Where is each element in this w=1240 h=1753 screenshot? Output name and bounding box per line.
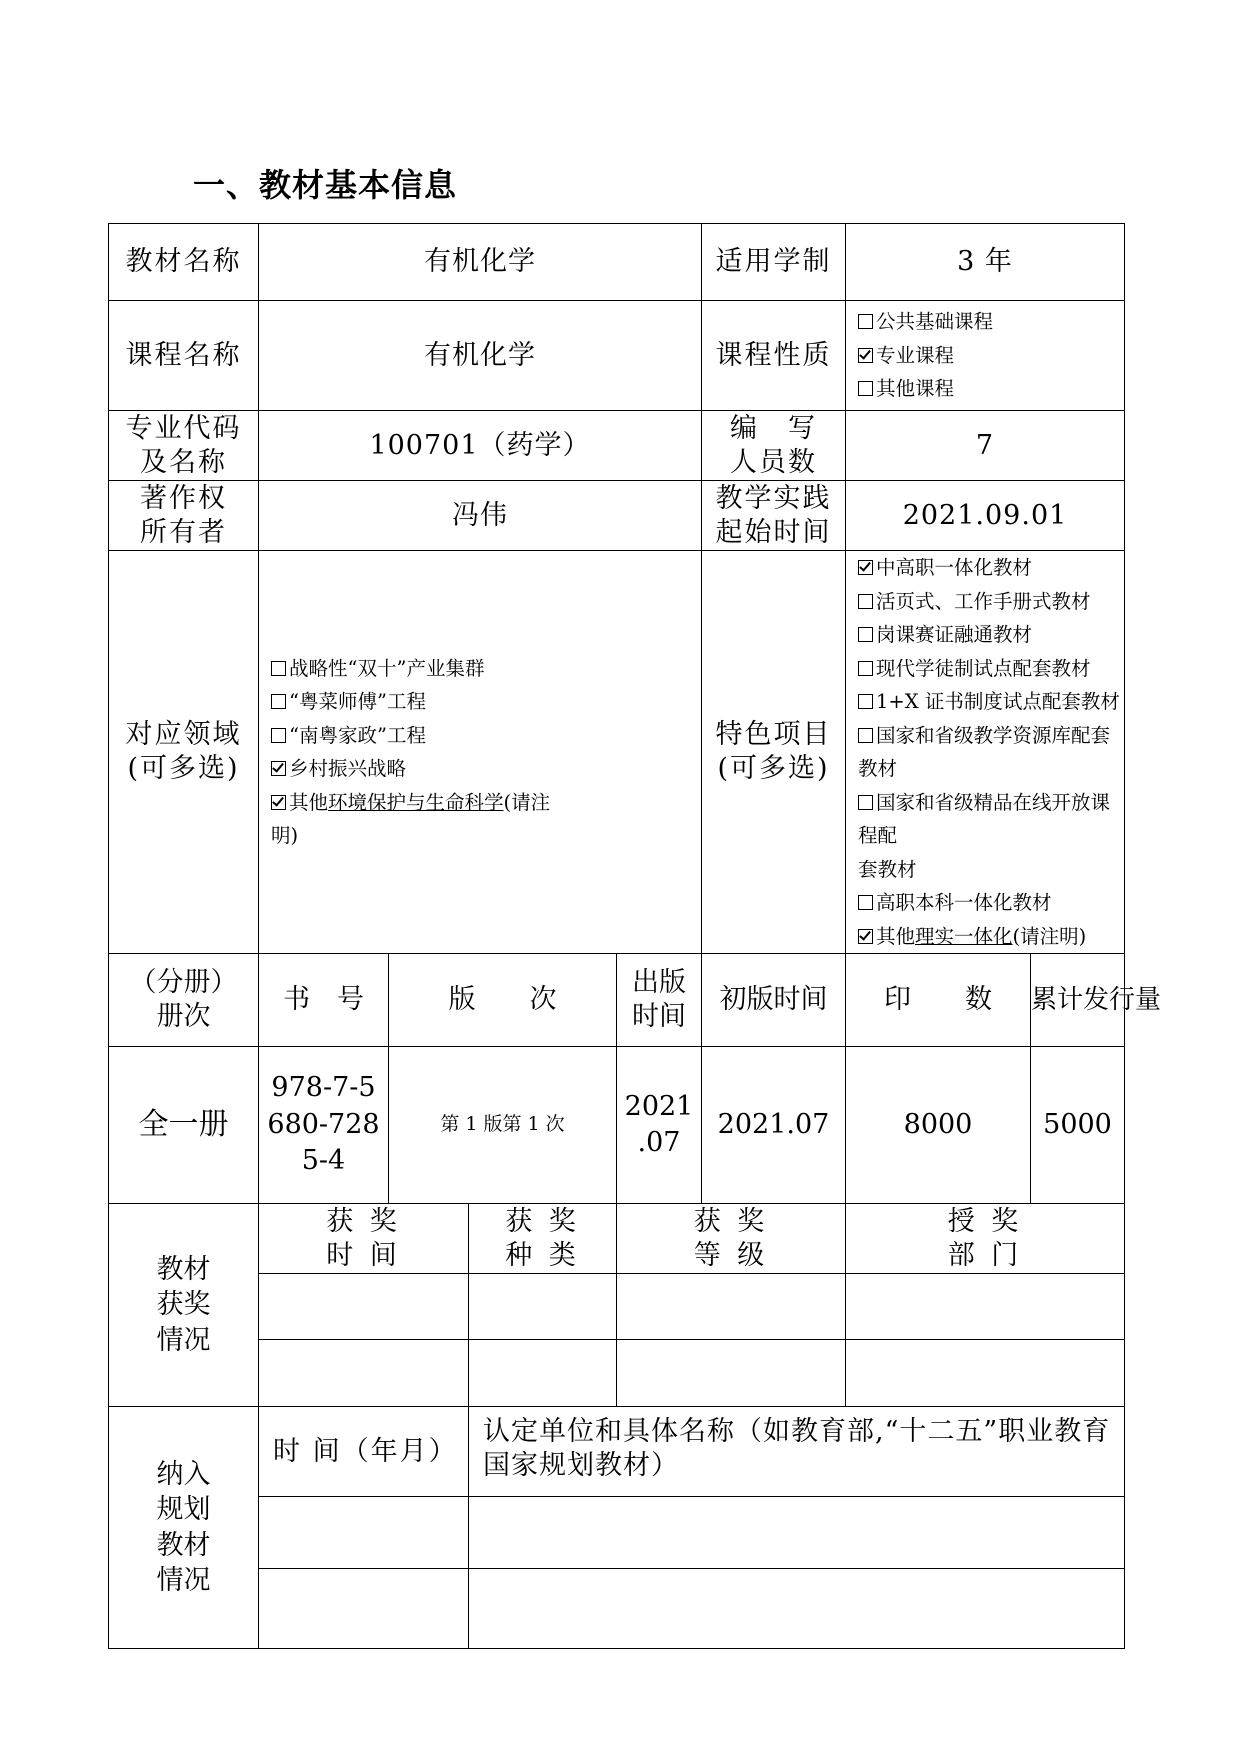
school-system-label: 适用学制	[702, 224, 846, 301]
plan-unit-header: 认定单位和具体名称（如教育部,“十二五”职业教育国家规划教材）	[469, 1407, 1125, 1497]
major-value: 100701（药学）	[259, 411, 702, 481]
feature-option[interactable]: 活页式、工作手册式教材	[858, 585, 1120, 619]
course-nature-label: 课程性质	[702, 301, 846, 411]
checkbox-icon	[271, 728, 286, 743]
row-textbook-name	[109, 224, 1125, 301]
plan-time-cell[interactable]	[259, 1569, 469, 1649]
feature-option[interactable]: 1+X 证书制度试点配套教材	[858, 685, 1120, 719]
checkbox-checked-icon	[858, 348, 873, 363]
plan-time-cell[interactable]	[259, 1497, 469, 1569]
copyright-label: 著作权 所有者	[109, 481, 259, 551]
practice-start: 2021.09.01	[846, 481, 1125, 551]
plan-unit-cell[interactable]	[469, 1497, 1125, 1569]
plan-time-header: 时 间（年月）	[259, 1407, 469, 1497]
copyright-owner: 冯伟	[259, 481, 702, 551]
feature-label: 特色项目 (可多选)	[702, 551, 846, 954]
award-dept-cell[interactable]	[846, 1340, 1125, 1407]
feature-option-other[interactable]: 其他理实一体化(请注明)	[858, 920, 1120, 954]
volume-value: 全一册	[109, 1047, 259, 1204]
feature-options: 中高职一体化教材 活页式、工作手册式教材 岗课赛证融通教材 现代学徒制试点配套教材 1+X 证书制度试点配套教材 国家和省级教学资源库配套教材 国家和省级精品在线开放课程配 套教材 高职本科一体化教材 其他理实一体化(请注明)	[846, 551, 1125, 954]
award-dept-cell[interactable]	[846, 1274, 1125, 1340]
award-label: 教材 获奖 情况	[109, 1204, 259, 1407]
plan-row	[109, 1569, 1125, 1649]
volume-header: （分册） 册次	[109, 954, 259, 1047]
plan-row	[109, 1497, 1125, 1569]
award-time-header: 获 奖 时 间	[259, 1204, 469, 1274]
section-title: 一、教材基本信息	[193, 166, 458, 204]
school-system-value: 3 年	[846, 224, 1125, 301]
edition-header: 版 次	[389, 954, 617, 1047]
checkbox-icon	[858, 895, 873, 910]
row-copyright	[109, 481, 1125, 551]
award-level-cell[interactable]	[617, 1274, 846, 1340]
row-plan-header	[109, 1407, 1125, 1497]
edition-value: 第 1 版第 1 次	[389, 1047, 617, 1204]
checkbox-checked-icon	[271, 761, 286, 776]
field-option[interactable]: “粤菜师傅”工程	[271, 685, 697, 719]
plan-label: 纳入 规划 教材 情况	[109, 1407, 259, 1649]
pub-time-value: 2021 .07	[617, 1047, 702, 1204]
plan-unit-cell[interactable]	[469, 1569, 1125, 1649]
row-course-name	[109, 301, 1125, 411]
checkbox-icon	[858, 314, 873, 329]
course-nature-option[interactable]: 其他课程	[858, 372, 1120, 406]
award-level-cell[interactable]	[617, 1340, 846, 1407]
field-option[interactable]: “南粤家政”工程	[271, 719, 697, 753]
major-label: 专业代码 及名称	[109, 411, 259, 481]
award-type-cell[interactable]	[469, 1274, 617, 1340]
practice-label: 教学实践 起始时间	[702, 481, 846, 551]
row-volume-data	[109, 1047, 1125, 1204]
feature-option[interactable]: 高职本科一体化教材	[858, 886, 1120, 920]
cumulative-value: 5000	[1031, 1047, 1125, 1204]
feature-other-value: 理实一体化	[915, 924, 1013, 948]
checkbox-icon	[858, 795, 873, 810]
textbook-info-table	[108, 223, 1162, 1649]
award-row	[109, 1340, 1125, 1407]
first-edition-time-header: 初版时间	[702, 954, 846, 1047]
checkbox-checked-icon	[858, 929, 873, 944]
feature-option[interactable]: 现代学徒制试点配套教材	[858, 652, 1120, 686]
row-field-feature	[109, 551, 1125, 954]
course-nature-options	[846, 301, 1125, 411]
award-dept-header: 授 奖 部 门	[846, 1204, 1125, 1274]
course-nature-option[interactable]: 专业课程	[858, 339, 1120, 373]
print-count-header: 印 数	[846, 954, 1031, 1047]
authors-label: 编 写 人员数	[702, 411, 846, 481]
checkbox-icon	[271, 694, 286, 709]
checkbox-icon	[858, 661, 873, 676]
first-edition-time-value: 2021.07	[702, 1047, 846, 1204]
award-row	[109, 1274, 1125, 1340]
isbn-value: 978-7-5 680-728 5-4	[259, 1047, 389, 1204]
book-no-header: 书 号	[259, 954, 389, 1047]
field-options: 战略性“双十”产业集群 “粤菜师傅”工程 “南粤家政”工程 乡村振兴战略 其他环境保护与生命科学(请注 明)	[259, 551, 702, 954]
course-nature-option[interactable]: 公共基础课程	[858, 305, 1120, 339]
checkbox-icon	[858, 694, 873, 709]
field-label: 对应领域 (可多选)	[109, 551, 259, 954]
authors-count: 7	[846, 411, 1125, 481]
award-type-header: 获 奖 种 类	[469, 1204, 617, 1274]
pub-time-header: 出版 时间	[617, 954, 702, 1047]
checkbox-checked-icon	[271, 795, 286, 810]
feature-option[interactable]: 国家和省级教学资源库配套教材	[858, 723, 1111, 780]
checkbox-icon	[858, 728, 873, 743]
award-level-header: 获 奖 等 级	[617, 1204, 846, 1274]
checkbox-checked-icon	[858, 560, 873, 575]
course-name-value: 有机化学	[259, 301, 702, 411]
row-major	[109, 411, 1125, 481]
award-time-cell[interactable]	[259, 1274, 469, 1340]
textbook-name-label: 教材名称	[109, 224, 259, 301]
award-time-cell[interactable]	[259, 1340, 469, 1407]
course-name-label: 课程名称	[109, 301, 259, 411]
field-option[interactable]: 乡村振兴战略	[271, 752, 697, 786]
cumulative-header: 累计发行量	[1031, 954, 1125, 1047]
checkbox-icon	[858, 627, 873, 642]
feature-option[interactable]: 岗课赛证融通教材	[858, 618, 1120, 652]
row-volume-header	[109, 954, 1125, 1047]
print-count-value: 8000	[846, 1047, 1031, 1204]
textbook-name-value: 有机化学	[259, 224, 702, 301]
row-award-header	[109, 1204, 1125, 1274]
checkbox-icon	[858, 594, 873, 609]
feature-option[interactable]: 国家和省级精品在线开放课程配	[858, 790, 1111, 847]
feature-option[interactable]: 中高职一体化教材	[858, 551, 1120, 585]
checkbox-icon	[858, 381, 873, 396]
checkbox-icon	[271, 661, 286, 676]
field-other-value: 环境保护与生命科学	[328, 790, 504, 814]
award-type-cell[interactable]	[469, 1340, 617, 1407]
field-option[interactable]: 战略性“双十”产业集群	[271, 652, 697, 686]
field-option-other[interactable]: 其他环境保护与生命科学(请注	[271, 786, 697, 820]
